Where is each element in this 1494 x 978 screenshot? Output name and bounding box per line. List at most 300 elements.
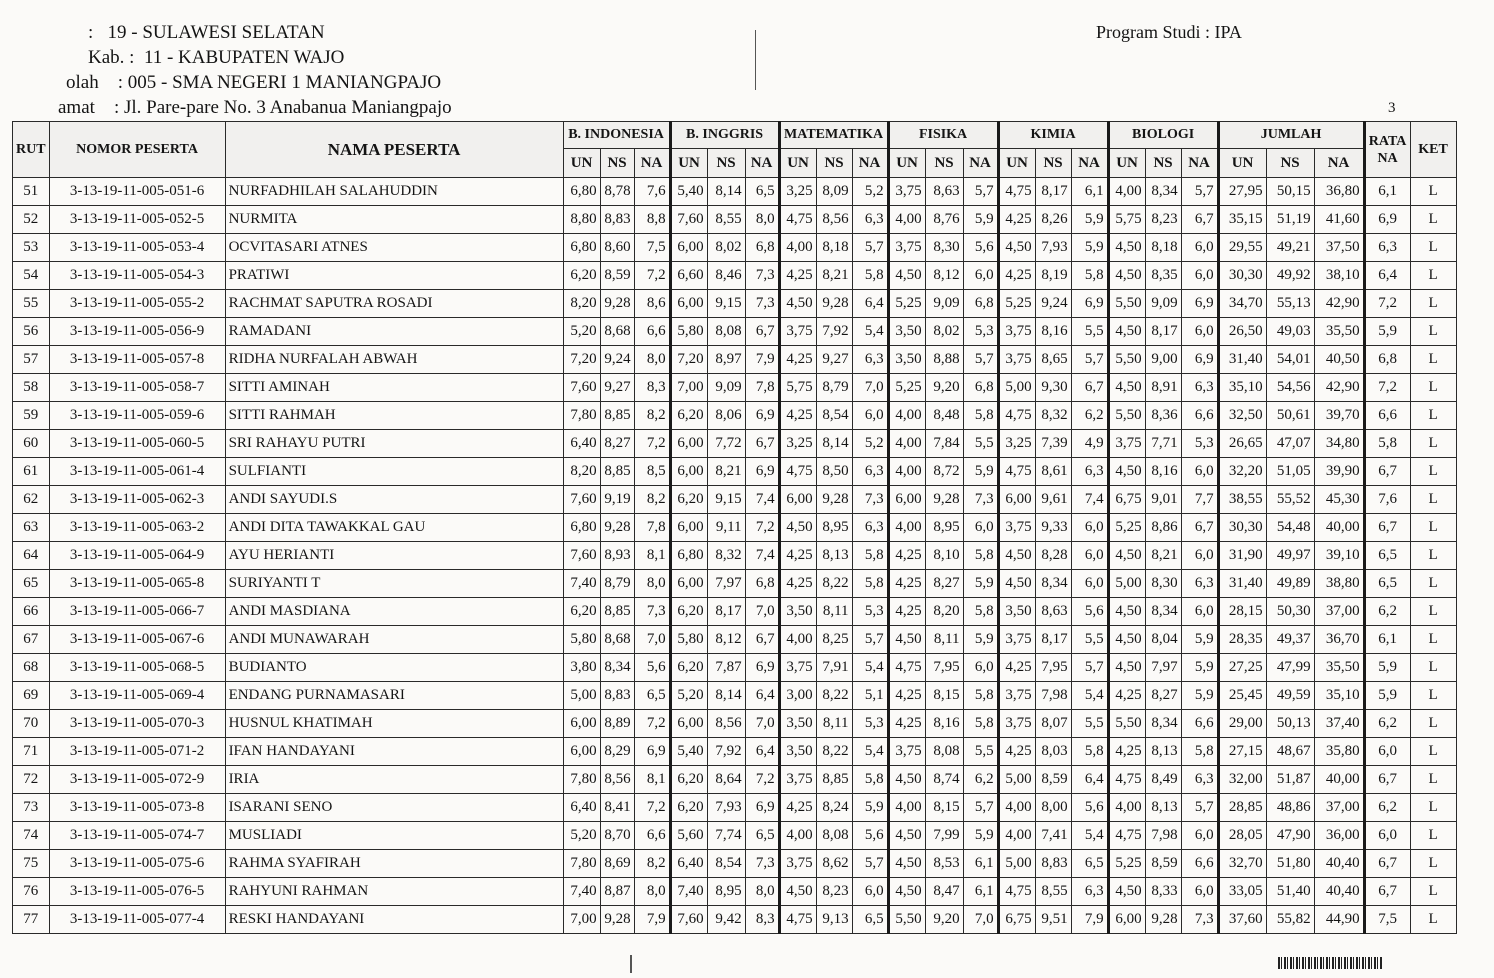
- cell-nama-peserta: SURIYANTI T: [225, 570, 563, 598]
- cell-score: 38,10: [1314, 262, 1364, 290]
- col-urut: RUT: [13, 122, 50, 178]
- cell-nama-peserta: IRIA: [225, 766, 563, 794]
- cell-score: 7,98: [1145, 822, 1181, 850]
- cell-score: 48,67: [1266, 738, 1314, 766]
- cell-score: 8,11: [925, 626, 963, 654]
- cell-score: 7,0: [634, 626, 670, 654]
- cell-score: 5,9: [963, 822, 998, 850]
- cell-rata-na: 6,7: [1364, 878, 1410, 906]
- cell-nama-peserta: AYU HERIANTI: [225, 542, 563, 570]
- cell-nama-peserta: HUSNUL KHATIMAH: [225, 710, 563, 738]
- cell-score: 8,89: [600, 710, 634, 738]
- cell-score: 7,2: [634, 430, 670, 458]
- cell-ket: L: [1410, 206, 1456, 234]
- cell-score: 8,20: [925, 598, 963, 626]
- cell-score: 8,22: [816, 570, 852, 598]
- cell-score: 6,0: [1071, 514, 1108, 542]
- cell-rata-na: 7,6: [1364, 486, 1410, 514]
- cell-rata-na: 6,2: [1364, 710, 1410, 738]
- cell-score: 5,00: [998, 850, 1035, 878]
- address-label: amat: [58, 97, 95, 118]
- cell-score: 8,8: [634, 206, 670, 234]
- cell-score: 6,9: [745, 402, 779, 430]
- cell-score: 8,14: [816, 430, 852, 458]
- cell-score: 4,75: [779, 906, 816, 934]
- cell-score: 5,8: [963, 402, 998, 430]
- cell-score: 4,50: [1108, 654, 1145, 682]
- cell-score: 37,00: [1314, 598, 1364, 626]
- header-address: [58, 97, 452, 119]
- cell-score: 7,87: [707, 654, 745, 682]
- cell-score: 7,72: [707, 430, 745, 458]
- cell-score: 7,93: [707, 794, 745, 822]
- cell-score: 4,75: [998, 458, 1035, 486]
- cell-score: 35,80: [1314, 738, 1364, 766]
- cell-score: 30,30: [1218, 514, 1266, 542]
- cell-score: 5,8: [963, 598, 998, 626]
- cell-score: 5,50: [1108, 290, 1145, 318]
- cell-score: 9,01: [1145, 486, 1181, 514]
- col-rata-na: RATA NA: [1364, 122, 1410, 178]
- cell-score: 55,82: [1266, 906, 1314, 934]
- table-row: [13, 878, 1457, 906]
- cell-score: 28,35: [1218, 626, 1266, 654]
- cell-score: 8,95: [925, 514, 963, 542]
- cell-nama-peserta: MUSLIADI: [225, 822, 563, 850]
- cell-score: 8,33: [1145, 878, 1181, 906]
- table-row: [13, 402, 1457, 430]
- table-row: [13, 598, 1457, 626]
- cell-score: 6,80: [670, 542, 707, 570]
- cell-score: 6,0: [1181, 262, 1218, 290]
- subheader-un: UN: [1218, 149, 1266, 178]
- cell-score: 6,3: [852, 458, 888, 486]
- cell-rata-na: 6,1: [1364, 626, 1410, 654]
- cell-score: 8,02: [707, 234, 745, 262]
- cell-score: 40,00: [1314, 514, 1364, 542]
- cell-score: 6,9: [1181, 290, 1218, 318]
- cell-score: 5,25: [998, 290, 1035, 318]
- cell-score: 5,7: [963, 346, 998, 374]
- cell-score: 26,65: [1218, 430, 1266, 458]
- cell-score: 6,1: [963, 878, 998, 906]
- cell-urut: 56: [13, 318, 50, 346]
- cell-score: 7,0: [852, 374, 888, 402]
- cell-rata-na: 6,7: [1364, 766, 1410, 794]
- cell-nama-peserta: OCVITASARI ATNES: [225, 234, 563, 262]
- cell-score: 8,48: [925, 402, 963, 430]
- cell-score: 5,7: [1071, 654, 1108, 682]
- cell-score: 6,20: [563, 262, 600, 290]
- cell-score: 6,75: [998, 906, 1035, 934]
- cell-score: 8,56: [816, 206, 852, 234]
- cell-score: 8,55: [707, 206, 745, 234]
- cell-score: 6,00: [670, 458, 707, 486]
- cell-score: 7,8: [745, 374, 779, 402]
- cell-score: 6,00: [670, 430, 707, 458]
- cell-score: 8,70: [600, 822, 634, 850]
- cell-score: 5,9: [963, 458, 998, 486]
- cell-score: 5,1: [852, 682, 888, 710]
- cell-score: 8,02: [925, 318, 963, 346]
- cell-score: 4,75: [779, 458, 816, 486]
- cell-nama-peserta: NURMITA: [225, 206, 563, 234]
- cell-score: 6,00: [1108, 906, 1145, 934]
- cell-score: 8,1: [634, 766, 670, 794]
- cell-score: 6,4: [745, 682, 779, 710]
- cell-score: 3,50: [888, 346, 925, 374]
- cell-score: 5,6: [1071, 794, 1108, 822]
- cell-score: 35,10: [1218, 374, 1266, 402]
- table-row: [13, 178, 1457, 206]
- cell-score: 6,00: [998, 486, 1035, 514]
- cell-score: 8,2: [634, 402, 670, 430]
- cell-nama-peserta: ANDI MUNAWARAH: [225, 626, 563, 654]
- cell-score: 5,4: [1071, 682, 1108, 710]
- cell-rata-na: 6,1: [1364, 178, 1410, 206]
- cell-score: 6,0: [1181, 234, 1218, 262]
- cell-score: 6,5: [1071, 850, 1108, 878]
- subheader-un: UN: [888, 149, 925, 178]
- cell-score: 6,40: [563, 794, 600, 822]
- cell-score: 6,3: [852, 346, 888, 374]
- cell-rata-na: 6,8: [1364, 346, 1410, 374]
- col-nama-peserta: NAMA PESERTA: [225, 122, 563, 178]
- cell-nama-peserta: RESKI HANDAYANI: [225, 906, 563, 934]
- cell-score: 49,89: [1266, 570, 1314, 598]
- cell-score: 8,97: [707, 346, 745, 374]
- cell-ket: L: [1410, 458, 1456, 486]
- cell-score: 8,41: [600, 794, 634, 822]
- cell-ket: L: [1410, 738, 1456, 766]
- cell-score: 6,6: [1181, 402, 1218, 430]
- subheader-ns: NS: [816, 149, 852, 178]
- cell-score: 51,87: [1266, 766, 1314, 794]
- cell-score: 6,0: [963, 262, 998, 290]
- cell-urut: 63: [13, 514, 50, 542]
- cell-score: 7,7: [1181, 486, 1218, 514]
- cell-score: 4,25: [779, 542, 816, 570]
- cell-nama-peserta: IFAN HANDAYANI: [225, 738, 563, 766]
- cell-score: 8,76: [925, 206, 963, 234]
- cell-score: 5,00: [1108, 570, 1145, 598]
- cell-score: 6,7: [1181, 514, 1218, 542]
- cell-score: 54,56: [1266, 374, 1314, 402]
- cell-score: 9,33: [1035, 514, 1071, 542]
- cell-score: 5,8: [852, 542, 888, 570]
- cell-score: 5,20: [563, 318, 600, 346]
- cell-score: 8,29: [600, 738, 634, 766]
- cell-score: 37,00: [1314, 794, 1364, 822]
- cell-score: 9,09: [925, 290, 963, 318]
- cell-score: 4,00: [779, 234, 816, 262]
- cell-score: 8,13: [816, 542, 852, 570]
- cell-score: 8,26: [1035, 206, 1071, 234]
- cell-urut: 68: [13, 654, 50, 682]
- subheader-ns: NS: [1035, 149, 1071, 178]
- cell-score: 4,50: [779, 290, 816, 318]
- cell-score: 8,18: [1145, 234, 1181, 262]
- cell-urut: 71: [13, 738, 50, 766]
- cell-score: 9,28: [600, 290, 634, 318]
- cell-nama-peserta: RAHMA SYAFIRAH: [225, 850, 563, 878]
- cell-score: 8,60: [600, 234, 634, 262]
- cell-nomor-peserta: 3-13-19-11-005-057-8: [49, 346, 225, 374]
- cell-ket: L: [1410, 766, 1456, 794]
- cell-score: 6,3: [1181, 766, 1218, 794]
- cell-urut: 66: [13, 598, 50, 626]
- cell-score: 5,9: [963, 206, 998, 234]
- cell-score: 5,80: [563, 626, 600, 654]
- cell-score: 6,20: [670, 598, 707, 626]
- cell-score: 8,95: [707, 878, 745, 906]
- cell-score: 9,42: [707, 906, 745, 934]
- cell-score: 6,0: [1181, 458, 1218, 486]
- cell-score: 7,3: [745, 290, 779, 318]
- cell-score: 8,09: [816, 178, 852, 206]
- table-row: [13, 458, 1457, 486]
- cell-score: 4,75: [998, 178, 1035, 206]
- cell-ket: L: [1410, 514, 1456, 542]
- cell-score: 5,75: [1108, 206, 1145, 234]
- table-row: [13, 262, 1457, 290]
- cell-score: 8,83: [600, 206, 634, 234]
- cell-score: 4,25: [779, 402, 816, 430]
- cell-score: 8,3: [745, 906, 779, 934]
- cell-nama-peserta: SITTI AMINAH: [225, 374, 563, 402]
- cell-score: 4,50: [1108, 458, 1145, 486]
- cell-score: 8,14: [707, 178, 745, 206]
- cell-score: 33,05: [1218, 878, 1266, 906]
- cell-urut: 51: [13, 178, 50, 206]
- cell-score: 7,40: [670, 878, 707, 906]
- cell-score: 4,50: [888, 850, 925, 878]
- cell-nomor-peserta: 3-13-19-11-005-053-4: [49, 234, 225, 262]
- cell-score: 9,27: [816, 346, 852, 374]
- cell-ket: L: [1410, 374, 1456, 402]
- cell-score: 7,2: [745, 514, 779, 542]
- cell-score: 3,00: [779, 682, 816, 710]
- cell-score: 7,80: [563, 766, 600, 794]
- cell-urut: 73: [13, 794, 50, 822]
- cell-score: 36,70: [1314, 626, 1364, 654]
- cell-score: 4,50: [1108, 626, 1145, 654]
- cell-score: 4,00: [998, 822, 1035, 850]
- cell-score: 9,24: [600, 346, 634, 374]
- cell-score: 8,68: [600, 626, 634, 654]
- cell-score: 6,20: [670, 402, 707, 430]
- cell-score: 4,25: [998, 262, 1035, 290]
- cell-score: 5,4: [1071, 822, 1108, 850]
- cell-score: 8,55: [1035, 878, 1071, 906]
- cell-score: 4,00: [888, 402, 925, 430]
- cell-score: 5,80: [670, 318, 707, 346]
- cell-urut: 61: [13, 458, 50, 486]
- cell-score: 8,15: [925, 794, 963, 822]
- cell-score: 31,90: [1218, 542, 1266, 570]
- cell-score: 8,63: [1035, 598, 1071, 626]
- cell-score: 3,75: [998, 318, 1035, 346]
- cell-score: 5,25: [1108, 850, 1145, 878]
- cell-score: 7,3: [963, 486, 998, 514]
- cell-nama-peserta: RAHYUNI RAHMAN: [225, 878, 563, 906]
- table-row: [13, 318, 1457, 346]
- cell-score: 55,13: [1266, 290, 1314, 318]
- cell-score: 5,50: [1108, 346, 1145, 374]
- cell-rata-na: 6,0: [1364, 738, 1410, 766]
- cell-score: 50,30: [1266, 598, 1314, 626]
- cell-score: 6,3: [1181, 570, 1218, 598]
- cell-score: 8,0: [745, 878, 779, 906]
- cell-score: 5,8: [1071, 262, 1108, 290]
- regency-label: Kab. :: [88, 47, 135, 68]
- school-label: olah: [66, 72, 99, 93]
- program-studi: Program Studi : IPA: [1096, 22, 1242, 42]
- cell-score: 6,00: [670, 234, 707, 262]
- cell-score: 8,62: [816, 850, 852, 878]
- cell-score: 8,17: [1035, 178, 1071, 206]
- table-row: [13, 290, 1457, 318]
- cell-score: 3,75: [888, 738, 925, 766]
- cell-score: 8,88: [925, 346, 963, 374]
- cell-score: 8,06: [707, 402, 745, 430]
- cell-score: 7,60: [563, 374, 600, 402]
- cell-score: 7,3: [745, 262, 779, 290]
- cell-score: 8,16: [1035, 318, 1071, 346]
- cell-score: 6,80: [563, 178, 600, 206]
- cell-score: 47,07: [1266, 430, 1314, 458]
- cell-score: 4,00: [1108, 794, 1145, 822]
- cell-score: 8,5: [634, 458, 670, 486]
- cell-score: 7,98: [1035, 682, 1071, 710]
- cell-score: 6,60: [670, 262, 707, 290]
- cell-rata-na: 6,3: [1364, 234, 1410, 262]
- cell-score: 7,92: [816, 318, 852, 346]
- subheader-un: UN: [670, 149, 707, 178]
- cell-score: 5,9: [963, 626, 998, 654]
- cell-score: 5,6: [634, 654, 670, 682]
- cell-score: 5,00: [563, 682, 600, 710]
- cell-score: 51,05: [1266, 458, 1314, 486]
- cell-score: 8,63: [925, 178, 963, 206]
- cell-score: 7,74: [707, 822, 745, 850]
- cell-score: 5,7: [963, 794, 998, 822]
- cell-score: 37,40: [1314, 710, 1364, 738]
- cell-score: 8,56: [707, 710, 745, 738]
- cell-score: 6,9: [634, 738, 670, 766]
- table-row: [13, 206, 1457, 234]
- cell-score: 6,40: [563, 430, 600, 458]
- cell-ket: L: [1410, 402, 1456, 430]
- cell-score: 8,59: [1035, 766, 1071, 794]
- cell-score: 4,50: [1108, 234, 1145, 262]
- cell-score: 9,20: [925, 374, 963, 402]
- cell-score: 6,7: [1181, 206, 1218, 234]
- cell-score: 8,35: [1145, 262, 1181, 290]
- cell-score: 7,3: [634, 598, 670, 626]
- cell-score: 8,85: [600, 598, 634, 626]
- cell-score: 5,4: [852, 654, 888, 682]
- cell-score: 6,00: [670, 514, 707, 542]
- cell-score: 6,0: [852, 402, 888, 430]
- cell-ket: L: [1410, 654, 1456, 682]
- cell-urut: 65: [13, 570, 50, 598]
- cell-score: 7,93: [1035, 234, 1071, 262]
- cell-score: 6,7: [1071, 374, 1108, 402]
- cell-rata-na: 7,2: [1364, 290, 1410, 318]
- cell-rata-na: 6,9: [1364, 206, 1410, 234]
- cell-rata-na: 6,5: [1364, 542, 1410, 570]
- table-row: [13, 794, 1457, 822]
- cell-rata-na: 5,8: [1364, 430, 1410, 458]
- cell-score: 49,21: [1266, 234, 1314, 262]
- cell-score: 8,13: [1145, 738, 1181, 766]
- cell-score: 7,99: [925, 822, 963, 850]
- cell-score: 9,11: [707, 514, 745, 542]
- cell-score: 7,80: [563, 850, 600, 878]
- cell-score: 6,0: [963, 654, 998, 682]
- cell-score: 6,9: [745, 794, 779, 822]
- cell-score: 36,80: [1314, 178, 1364, 206]
- cell-score: 3,75: [998, 626, 1035, 654]
- cell-score: 4,25: [888, 682, 925, 710]
- cell-score: 41,60: [1314, 206, 1364, 234]
- cell-score: 8,80: [563, 206, 600, 234]
- cell-ket: L: [1410, 542, 1456, 570]
- subheader-na: NA: [1071, 149, 1108, 178]
- cell-score: 37,50: [1314, 234, 1364, 262]
- cell-score: 8,3: [634, 374, 670, 402]
- cell-score: 8,00: [1035, 794, 1071, 822]
- cell-score: 5,3: [852, 710, 888, 738]
- cell-score: 8,23: [816, 878, 852, 906]
- table-row: [13, 234, 1457, 262]
- cell-score: 5,8: [852, 262, 888, 290]
- cell-score: 6,6: [1181, 710, 1218, 738]
- cell-score: 35,50: [1314, 654, 1364, 682]
- cell-score: 40,00: [1314, 766, 1364, 794]
- cell-score: 28,85: [1218, 794, 1266, 822]
- subheader-un: UN: [779, 149, 816, 178]
- cell-score: 26,50: [1218, 318, 1266, 346]
- cell-score: 8,20: [563, 290, 600, 318]
- cell-score: 6,1: [963, 850, 998, 878]
- cell-score: 5,50: [888, 906, 925, 934]
- cell-score: 40,50: [1314, 346, 1364, 374]
- cell-rata-na: 6,0: [1364, 822, 1410, 850]
- cell-score: 49,92: [1266, 262, 1314, 290]
- cell-score: 5,8: [963, 710, 998, 738]
- province-label: :: [88, 22, 94, 43]
- cell-ket: L: [1410, 682, 1456, 710]
- cell-score: 4,75: [888, 654, 925, 682]
- cell-ket: L: [1410, 262, 1456, 290]
- cell-score: 6,4: [745, 738, 779, 766]
- cell-score: 7,4: [1071, 486, 1108, 514]
- cell-score: 5,40: [670, 178, 707, 206]
- cell-score: 8,03: [1035, 738, 1071, 766]
- cell-score: 7,60: [670, 206, 707, 234]
- cell-score: 5,5: [963, 738, 998, 766]
- cell-score: 51,40: [1266, 878, 1314, 906]
- cell-score: 8,85: [816, 766, 852, 794]
- cell-nomor-peserta: 3-13-19-11-005-058-7: [49, 374, 225, 402]
- cell-score: 40,40: [1314, 878, 1364, 906]
- cell-score: 4,50: [888, 822, 925, 850]
- cell-urut: 70: [13, 710, 50, 738]
- cell-nama-peserta: ANDI DITA TAWAKKAL GAU: [225, 514, 563, 542]
- cell-score: 8,27: [600, 430, 634, 458]
